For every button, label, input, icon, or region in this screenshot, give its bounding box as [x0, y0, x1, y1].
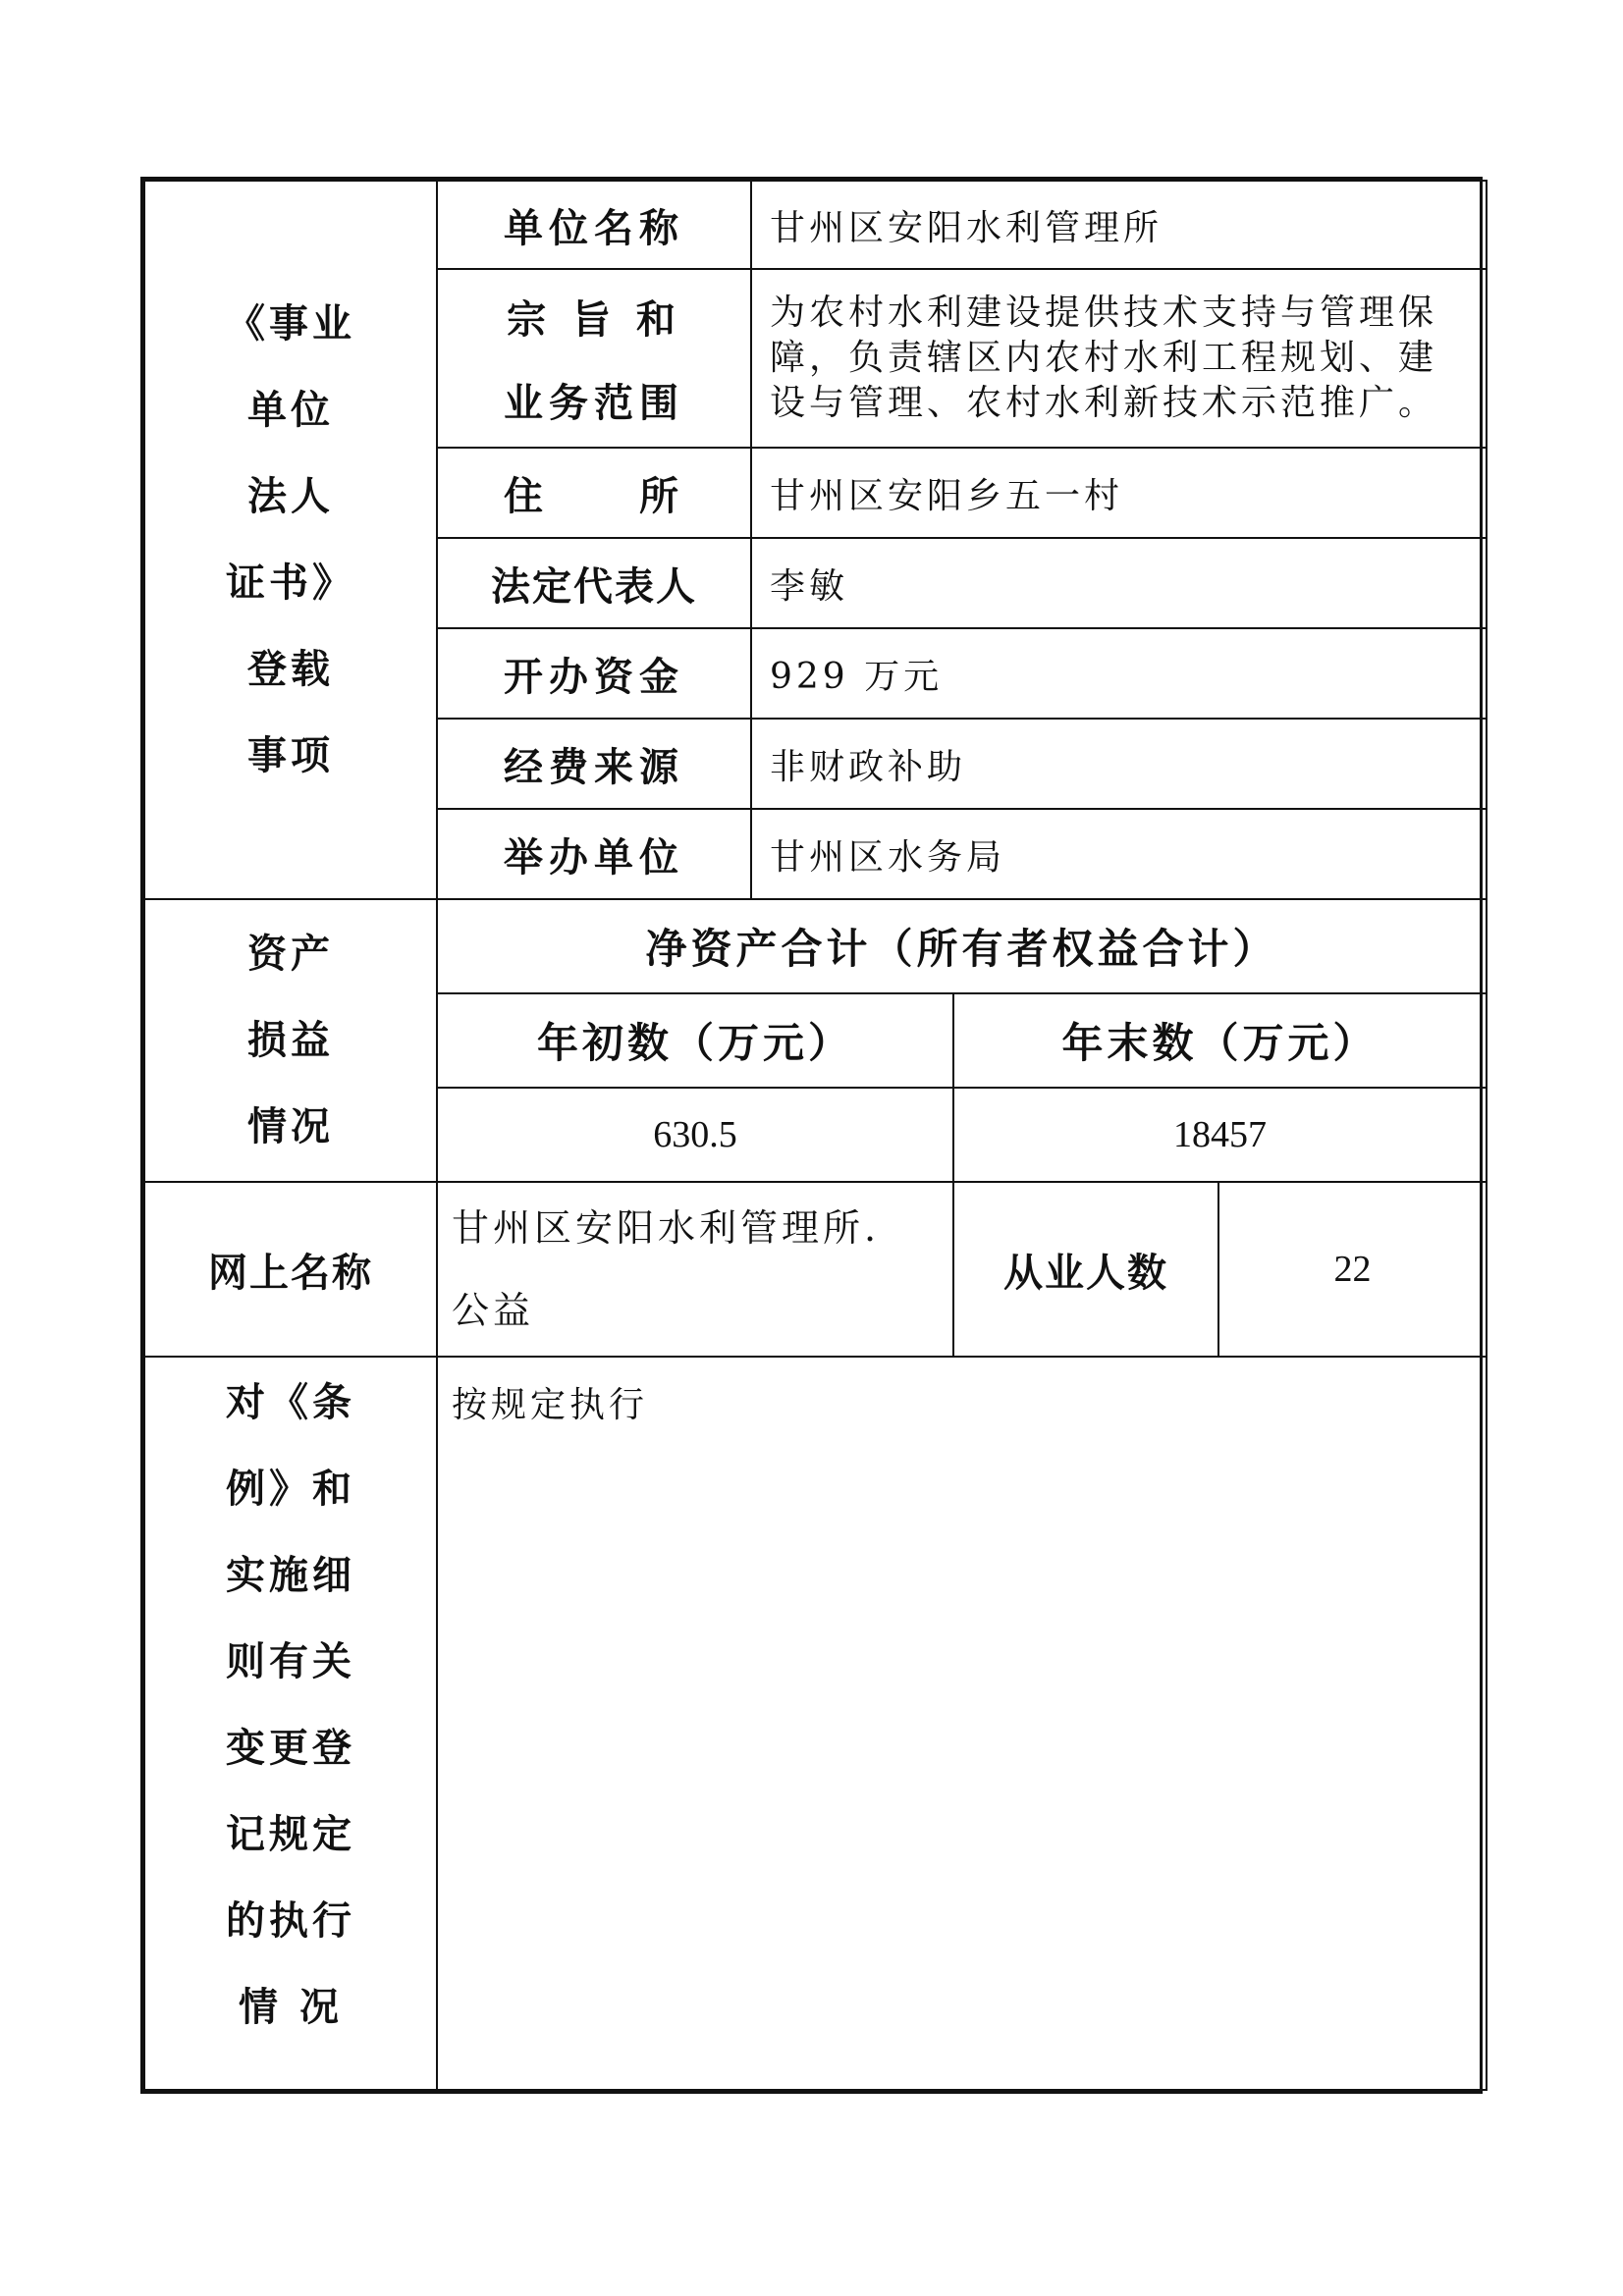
regulation-compliance-value: 按规定执行 [437, 1357, 1487, 2090]
funding-source-value: 非财政补助 [751, 719, 1487, 809]
regulation-compliance-label: 对《条 例》和 实施细 则有关 变更登 记规定 的执行 情 况 [144, 1357, 437, 2090]
sponsor-value: 甘州区水务局 [751, 809, 1487, 899]
certificate-items-label: 《事业 单位 法人 证书》 登载 事项 [144, 181, 437, 899]
net-assets-header: 净资产合计（所有者权益合计） [437, 899, 1487, 993]
legal-rep-value: 李敏 [751, 538, 1487, 628]
capital-value: 929 万元 [751, 628, 1487, 719]
staff-count-value: 22 [1218, 1182, 1487, 1357]
purpose-scope-label: 宗 旨 和 业务范围 [437, 269, 751, 448]
registration-form [140, 177, 1483, 2094]
end-year-header: 年末数（万元） [953, 993, 1487, 1088]
end-year-value: 18457 [953, 1088, 1487, 1182]
assets-label: 资产 损益 情况 [144, 899, 437, 1182]
online-name-value: 甘州区安阳水利管理所. 公益 [437, 1182, 953, 1357]
address-value: 甘州区安阳乡五一村 [751, 448, 1487, 538]
funding-source-label: 经费来源 [437, 719, 751, 809]
purpose-scope-value: 为农村水利建设提供技术支持与管理保障，负责辖区内农村水利工程规划、建设与管理、农村水利新技术示范推广。 [751, 269, 1487, 448]
address-label: 住 所 [437, 448, 751, 538]
begin-year-value: 630.5 [437, 1088, 953, 1182]
sponsor-label: 举办单位 [437, 809, 751, 899]
begin-year-header: 年初数（万元） [437, 993, 953, 1088]
unit-name-label: 单位名称 [437, 181, 751, 269]
staff-count-label: 从业人数 [953, 1182, 1218, 1357]
online-name-label: 网上名称 [144, 1182, 437, 1357]
form-table [143, 180, 1488, 2091]
unit-name-value: 甘州区安阳水利管理所 [751, 181, 1487, 269]
capital-label: 开办资金 [437, 628, 751, 719]
legal-rep-label: 法定代表人 [437, 538, 751, 628]
